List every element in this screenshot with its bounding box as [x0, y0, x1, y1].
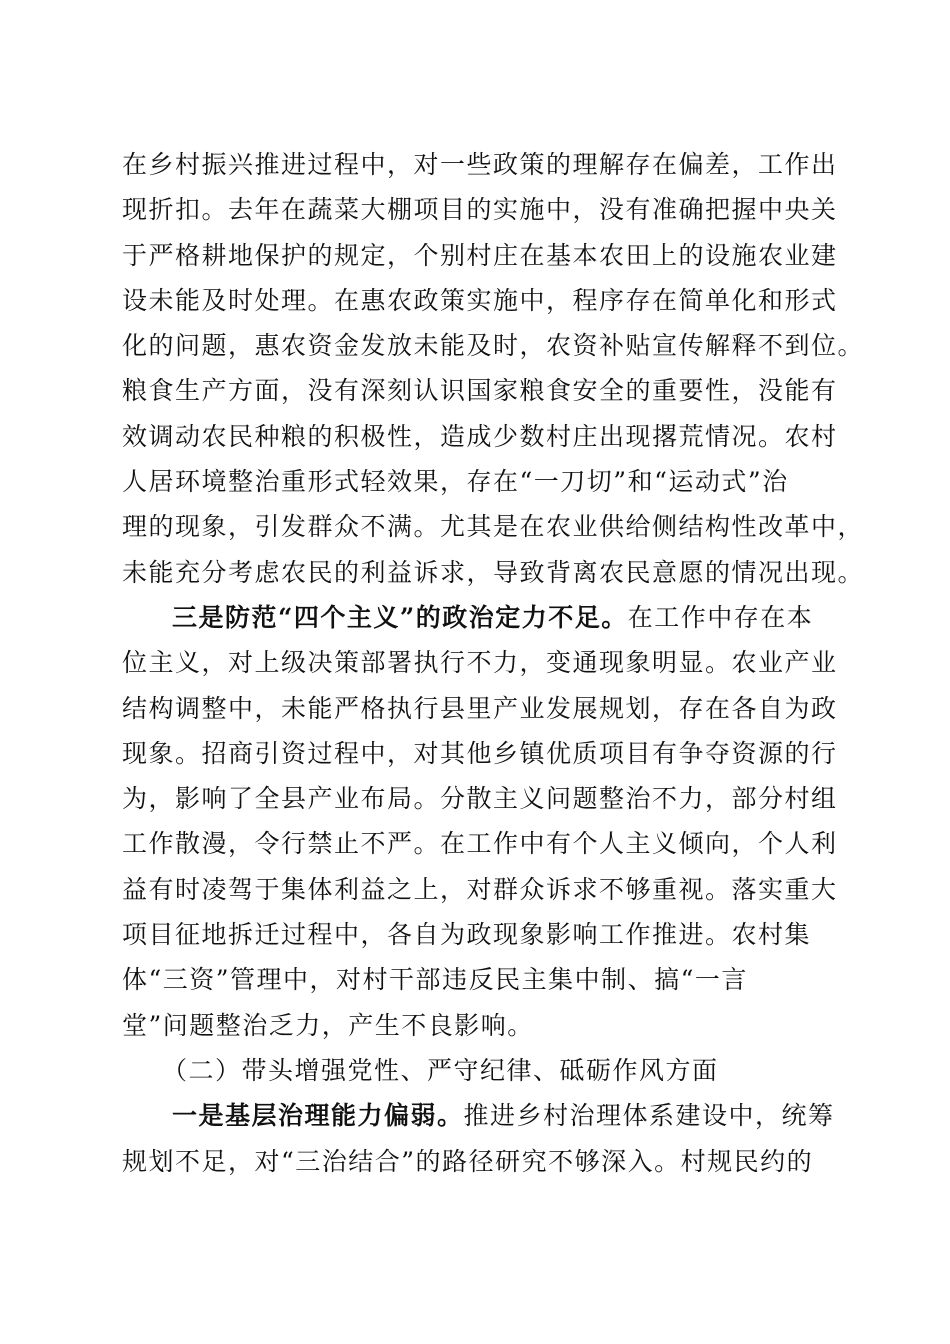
paragraph-lead-sentence: 一是基层治理能力偏弱。: [172, 1101, 464, 1131]
section-heading: （二）带头增强党性、严守纪律、砥砺作风方面: [162, 1055, 719, 1085]
text-line: 现象。招商引资过程中，对其他乡镇优质项目有争夺资源的行: [122, 738, 838, 768]
text-line: 在乡村振兴推进过程中，对一些政策的理解存在偏差，工作出: [122, 150, 838, 179]
text-line: 工作散漫，令行禁止不严。在工作中有个人主义倾向，个人利: [122, 829, 838, 859]
text-line: 益有时凌驾于集体利益之上，对群众诉求不够重视。落实重大: [122, 874, 838, 904]
text-line: 体“三资”管理中，对村干部违反民主集中制、搞“一言: [122, 965, 748, 995]
text-line: 粮食生产方面，没有深刻认识国家粮食安全的重要性，没能有: [122, 376, 838, 406]
paragraph-start-line: [122, 1093, 834, 1138]
text-line: 未能充分考虑农民的利益诉求，导致背离农民意愿的情况出现。: [122, 557, 865, 587]
text-line: 设未能及时处理。在惠农政策实施中，程序存在简单化和形式: [122, 285, 838, 315]
text-line: 位主义，对上级决策部署执行不力，变通现象明显。农业产业: [122, 648, 838, 678]
text-line: 现折扣。去年在蔬菜大棚项目的实施中，没有准确把握中央关: [122, 195, 838, 225]
text-line: 规划不足，对“三治结合”的路径研究不够深入。村规民约的: [122, 1146, 814, 1176]
text-line: 项目征地拆迁过程中，各自为政现象影响工作推进。农村集: [122, 920, 812, 950]
text-line: 为，影响了全县产业布局。分散主义问题整治不力，部分村组: [122, 784, 838, 814]
text-line: 理的现象，引发群众不满。尤其是在农业供给侧结构性改革中，: [122, 512, 865, 542]
text-line: 结构调整中，未能严格执行县里产业发展规划，存在各自为政: [122, 693, 838, 723]
text-line: 于严格耕地保护的规定，个别村庄在基本农田上的设施农业建: [122, 240, 838, 270]
paragraph-lead-sentence: 三是防范“四个主义”的政治定力不足。: [172, 602, 628, 632]
text-line: 化的问题，惠农资金发放未能及时，农资补贴宣传解释不到位。: [122, 331, 865, 361]
body-text: [122, 142, 865, 1184]
text-line: 堂”问题整治乏力，产生不良影响。: [122, 1010, 534, 1040]
text-line: 效调动农民种粮的积极性，造成少数村庄出现撂荒情况。农村: [122, 421, 838, 451]
paragraph-text: 在工作中存在本: [627, 602, 814, 632]
paragraph-start-line: [122, 595, 834, 640]
text-line: 人居环境整治重形式轻效果，存在“一刀切”和“运动式”治: [122, 467, 789, 497]
paragraph-text: 推进乡村治理体系建设中，统筹: [463, 1101, 835, 1131]
